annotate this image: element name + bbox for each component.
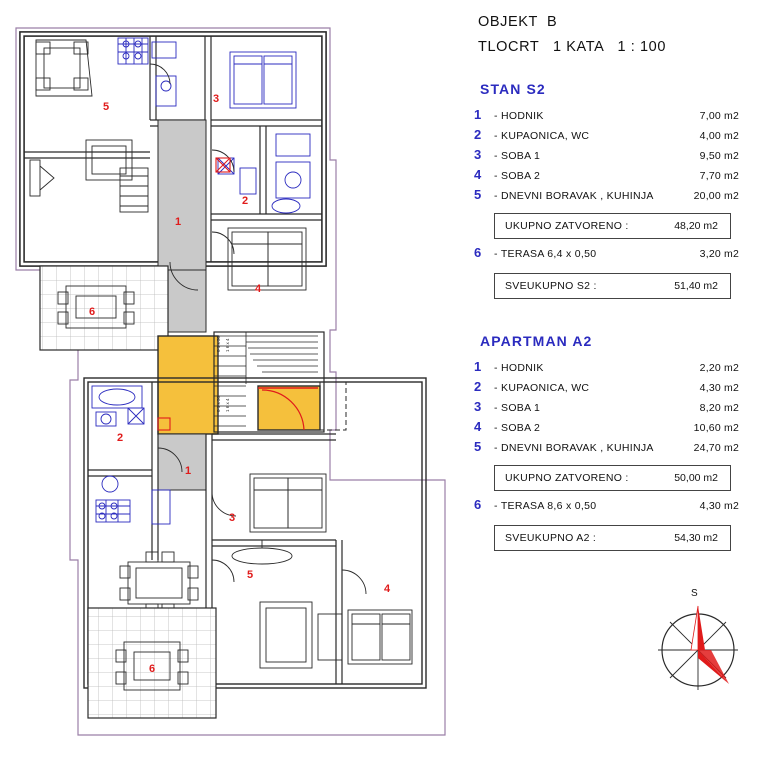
total-value: 54,30 m2 bbox=[674, 532, 718, 545]
kitchen-fixtures-upper bbox=[118, 38, 176, 106]
room-number: 3 bbox=[474, 399, 482, 415]
svg-text:0 1 x 30: 0 1 x 30 bbox=[216, 395, 221, 412]
terrace-row bbox=[470, 245, 755, 265]
subtotal-value: 48,20 m2 bbox=[674, 220, 718, 233]
subtotal-box-s2 bbox=[494, 213, 731, 239]
room-row bbox=[470, 167, 755, 187]
room-number: 6 bbox=[474, 497, 482, 513]
room-number: 5 bbox=[474, 187, 482, 203]
total-label: SVEUKUPNO A2 : bbox=[505, 532, 597, 545]
total-label: SVEUKUPNO S2 : bbox=[505, 280, 597, 293]
svg-text:1: 1 bbox=[175, 216, 182, 228]
terrace-upper bbox=[40, 266, 168, 350]
room-name: - SOBA 1 bbox=[494, 150, 541, 163]
svg-text:2: 2 bbox=[117, 432, 124, 444]
room-row bbox=[470, 439, 755, 459]
bedroom-fixtures-upper bbox=[218, 52, 310, 213]
room-area: 2,20 m2 bbox=[699, 362, 739, 375]
room-number: 1 bbox=[474, 107, 482, 123]
room-row bbox=[470, 147, 755, 167]
room-area: 10,60 m2 bbox=[693, 422, 739, 435]
room-number: 4 bbox=[474, 419, 482, 435]
room-name: - DNEVNI BORAVAK , KUHINJA bbox=[494, 442, 654, 455]
room-name: - SOBA 2 bbox=[494, 422, 541, 435]
svg-text:0 1 x 30: 0 1 x 30 bbox=[216, 335, 221, 352]
room-row bbox=[470, 379, 755, 399]
unit-title-s2: STAN S2 bbox=[480, 81, 546, 98]
room-name: - TERASA 8,6 x 0,50 bbox=[494, 500, 597, 513]
svg-text:2: 2 bbox=[242, 195, 249, 207]
room-number: 2 bbox=[474, 379, 482, 395]
room-number: 2 bbox=[474, 127, 482, 143]
room-name: - DNEVNI BORAVAK , KUHINJA bbox=[494, 190, 654, 203]
room-area: 4,30 m2 bbox=[699, 500, 739, 513]
svg-text:4: 4 bbox=[384, 583, 391, 595]
room-name: - KUPAONICA, WC bbox=[494, 382, 590, 395]
unit-block-a2 bbox=[470, 333, 755, 551]
room-area: 3,20 m2 bbox=[699, 248, 739, 261]
compass-north-label: S bbox=[691, 588, 698, 599]
room-row bbox=[470, 107, 755, 127]
room-number: 1 bbox=[474, 359, 482, 375]
drawing-title bbox=[478, 10, 755, 59]
total-value: 51,40 m2 bbox=[674, 280, 718, 293]
room-row bbox=[470, 187, 755, 207]
room-row bbox=[470, 419, 755, 439]
svg-text:5: 5 bbox=[103, 101, 110, 113]
room-number: 3 bbox=[474, 147, 482, 163]
compass-rose bbox=[645, 588, 751, 698]
room-name: - SOBA 1 bbox=[494, 402, 541, 415]
unit-title-a2: APARTMAN A2 bbox=[480, 333, 593, 350]
subtotal-value: 50,00 m2 bbox=[674, 472, 718, 485]
svg-text:1 6 x 4: 1 6 x 4 bbox=[225, 398, 230, 412]
room-number: 5 bbox=[474, 439, 482, 455]
info-panel bbox=[470, 10, 755, 557]
room-name: - HODNIK bbox=[494, 362, 544, 375]
compass-icon bbox=[645, 592, 751, 698]
terrace-row bbox=[470, 497, 755, 517]
title-object: OBJEKT B bbox=[478, 14, 558, 30]
svg-text:6: 6 bbox=[149, 663, 156, 675]
room-number: 4 bbox=[474, 167, 482, 183]
svg-text:4: 4 bbox=[255, 283, 262, 295]
unit-block-s2 bbox=[470, 81, 755, 299]
room-area: 7,70 m2 bbox=[699, 170, 739, 183]
title-floor: TLOCRT 1 KATA 1 : 100 bbox=[478, 38, 667, 55]
room-area: 4,00 m2 bbox=[699, 130, 739, 143]
room-area: 24,70 m2 bbox=[693, 442, 739, 455]
total-box-s2 bbox=[494, 273, 731, 299]
room-row bbox=[470, 127, 755, 147]
svg-text:6: 6 bbox=[89, 306, 96, 318]
svg-text:3: 3 bbox=[213, 93, 220, 105]
room-row bbox=[470, 399, 755, 419]
room-area: 4,30 m2 bbox=[699, 382, 739, 395]
room-name: - KUPAONICA, WC bbox=[494, 130, 590, 143]
room-area: 7,00 m2 bbox=[699, 110, 739, 123]
total-box-a2 bbox=[494, 525, 731, 551]
subtotal-box-a2 bbox=[494, 465, 731, 491]
bedroom-fixtures-lower bbox=[232, 474, 412, 668]
svg-text:1 6 x 4: 1 6 x 4 bbox=[225, 338, 230, 352]
svg-text:1: 1 bbox=[185, 465, 192, 477]
room-name: - HODNIK bbox=[494, 110, 544, 123]
room-name: - TERASA 6,4 x 0,50 bbox=[494, 248, 597, 261]
svg-text:3: 3 bbox=[229, 512, 236, 524]
subtotal-label: UKUPNO ZATVORENO : bbox=[505, 472, 629, 485]
room-area: 9,50 m2 bbox=[699, 150, 739, 163]
subtotal-label: UKUPNO ZATVORENO : bbox=[505, 220, 629, 233]
svg-text:5: 5 bbox=[247, 569, 254, 581]
room-name: - SOBA 2 bbox=[494, 170, 541, 183]
furniture-living-upper bbox=[30, 40, 148, 212]
room-number: 6 bbox=[474, 245, 482, 261]
room-area: 20,00 m2 bbox=[693, 190, 739, 203]
dining-lower bbox=[120, 552, 198, 614]
room-row bbox=[470, 359, 755, 379]
room-area: 8,20 m2 bbox=[699, 402, 739, 415]
